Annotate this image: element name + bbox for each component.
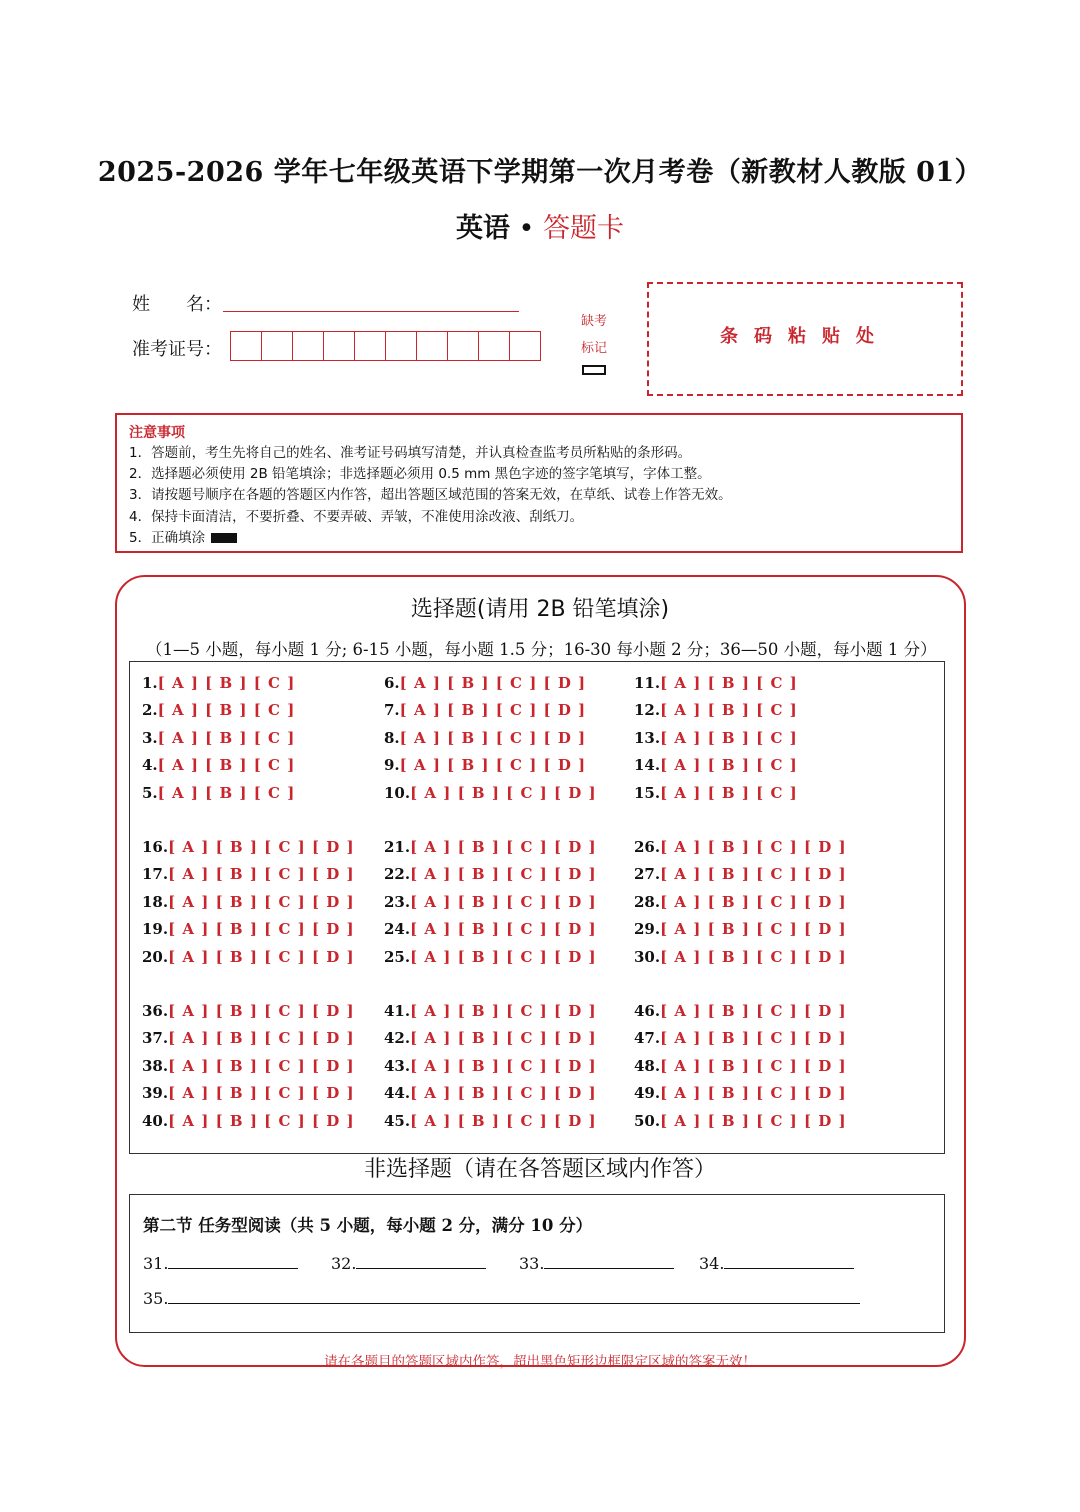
answer-line[interactable]	[544, 1255, 674, 1269]
mc-question-number: 39.	[142, 1084, 169, 1103]
answer-number: 33.	[519, 1254, 545, 1273]
mc-question[interactable]	[384, 892, 597, 912]
mc-question-number: 18.	[142, 892, 169, 911]
mc-question[interactable]	[634, 919, 847, 939]
exam-id-digit-box[interactable]	[262, 332, 293, 360]
exam-id-digit-box[interactable]	[386, 332, 417, 360]
mc-question[interactable]	[384, 1001, 597, 1021]
mc-answer-options[interactable]: [ A ] [ B ] [ C ] [ D ]	[410, 1002, 597, 1020]
mc-question-number: 20.	[142, 947, 169, 966]
mc-answer-options[interactable]: [ A ] [ B ] [ C ]	[660, 674, 798, 692]
mc-question-number: 28.	[634, 892, 661, 911]
mc-question[interactable]	[384, 919, 597, 939]
mc-answer-options[interactable]: [ A ] [ B ] [ C ] [ D ]	[168, 1002, 355, 1020]
mc-answer-options[interactable]: [ A ] [ B ] [ C ] [ D ]	[410, 1029, 597, 1048]
mc-question[interactable]	[384, 673, 586, 693]
mc-answer-options[interactable]: [ A ] [ B ] [ C ] [ D ]	[399, 674, 587, 692]
mc-question[interactable]	[384, 728, 586, 748]
mc-question-number: 8.	[384, 728, 400, 747]
mc-question[interactable]	[634, 892, 847, 912]
mc-question[interactable]	[634, 1056, 847, 1076]
mc-question-number: 17.	[142, 865, 169, 884]
mc-question[interactable]	[142, 1001, 355, 1021]
mc-answer-options[interactable]: [ A ] [ B ] [ C ] [ D ]	[399, 756, 587, 775]
reading-section-title: 第二节 任务型阅读（共 5 小题，每小题 2 分，满分 10 分）	[143, 1216, 593, 1235]
mc-answer-options[interactable]: [ A ] [ B ] [ C ] [ D ]	[660, 1084, 847, 1103]
notice-item: 2．选择题必须使用 2B 铅笔填涂；非选择题必须用 0.5 mm 黑色字迹的签字笔填写，字体工整。	[129, 466, 711, 483]
mc-question[interactable]	[384, 1028, 597, 1048]
exam-id-digit-box[interactable]	[479, 332, 510, 360]
mc-answer-options[interactable]: [ A ] [ B ] [ C ]	[157, 783, 296, 802]
mc-question-number: 47.	[634, 1029, 661, 1048]
mc-question-number: 29.	[634, 920, 661, 939]
name-label: 姓 名：	[132, 294, 222, 315]
mc-question-number: 13.	[634, 728, 661, 747]
mc-question[interactable]	[634, 1001, 847, 1021]
mc-question-number: 46.	[634, 1002, 661, 1020]
mc-question-number: 41.	[384, 1002, 411, 1020]
mc-question-number: 1.	[142, 674, 158, 692]
mc-question-number: 11.	[634, 674, 661, 692]
answer-31[interactable]	[143, 1254, 298, 1273]
mc-question-number: 50.	[634, 1111, 661, 1130]
choice-section-header: 选择题(请用 2B 铅笔填涂)	[410, 597, 670, 622]
answer-32[interactable]	[331, 1254, 486, 1273]
mc-answer-options[interactable]: [ A ] [ B ] [ C ] [ D ]	[410, 892, 597, 911]
mc-answer-options[interactable]: [ A ] [ B ] [ C ]	[660, 728, 798, 747]
mc-answer-options[interactable]: [ A ] [ B ] [ C ] [ D ]	[660, 947, 847, 966]
mc-answer-options[interactable]: [ A ] [ B ] [ C ] [ D ]	[660, 865, 847, 884]
mc-question[interactable]	[634, 783, 798, 803]
mc-question-number: 14.	[634, 756, 661, 775]
answer-number: 34.	[699, 1254, 725, 1273]
answer-line[interactable]	[724, 1255, 854, 1269]
mc-question-number: 26.	[634, 838, 661, 856]
mc-question-number: 27.	[634, 865, 661, 884]
answer-number: 32.	[331, 1254, 357, 1273]
mc-question[interactable]	[634, 864, 847, 884]
mc-question[interactable]	[634, 700, 798, 720]
mc-question[interactable]	[142, 700, 295, 720]
absent-mark-label	[578, 308, 610, 362]
mc-question[interactable]	[142, 728, 295, 748]
answer-line[interactable]	[356, 1255, 486, 1269]
mc-answer-options[interactable]: [ A ] [ B ] [ C ] [ D ]	[168, 892, 355, 911]
mc-answer-options[interactable]: [ A ] [ B ] [ C ]	[660, 701, 798, 720]
mc-answer-options[interactable]: [ A ] [ B ] [ C ] [ D ]	[168, 865, 355, 884]
mc-question[interactable]	[384, 837, 597, 857]
mc-answer-options[interactable]: [ A ] [ B ] [ C ] [ D ]	[410, 1111, 597, 1130]
mc-question-number: 30.	[634, 947, 661, 966]
mc-question-number: 22.	[384, 865, 411, 884]
mc-question[interactable]	[384, 755, 586, 775]
mc-question[interactable]	[634, 1111, 847, 1131]
mc-question[interactable]	[142, 1083, 355, 1103]
mc-question-number: 7.	[384, 701, 400, 720]
barcode-label: 条码粘贴处	[720, 326, 890, 347]
absent-mark-line1: 缺考	[580, 314, 607, 329]
mc-question[interactable]	[142, 919, 355, 939]
mc-question[interactable]	[384, 864, 597, 884]
mc-answer-options[interactable]: [ A ] [ B ] [ C ] [ D ]	[660, 838, 847, 856]
mc-answer-options[interactable]: [ A ] [ B ] [ C ] [ D ]	[168, 947, 355, 966]
mc-question[interactable]	[142, 892, 355, 912]
mc-question-number: 45.	[384, 1111, 411, 1130]
notice-item: 1．答题前，考生先将自己的姓名、准考证号码填写清楚，并认真检查监考员所粘贴的条形码。	[129, 445, 692, 461]
mc-question-number: 19.	[142, 920, 169, 939]
mc-answer-options[interactable]: [ A ] [ B ] [ C ] [ D ]	[168, 838, 355, 856]
notice-item: 3．请按题号顺序在各题的答题区内作答，超出答题区域范围的答案无效，在草纸、试卷上作答无效。	[129, 487, 732, 504]
mc-answer-options[interactable]: [ A ] [ B ] [ C ]	[157, 701, 296, 720]
mc-question-number: 40.	[142, 1111, 169, 1130]
notice-item-fill-example	[129, 528, 949, 549]
mc-question[interactable]	[142, 837, 355, 857]
mc-question-number: 44.	[384, 1084, 411, 1103]
mc-question[interactable]	[384, 1083, 597, 1103]
mc-answer-options[interactable]: [ A ] [ B ] [ C ] [ D ]	[660, 1056, 847, 1075]
mc-question[interactable]	[634, 755, 798, 775]
mc-question[interactable]	[634, 1083, 847, 1103]
notice-box	[115, 413, 963, 553]
mc-answer-options[interactable]: [ A ] [ B ] [ C ] [ D ]	[660, 1029, 847, 1048]
mc-answer-options[interactable]: [ A ] [ B ] [ C ] [ D ]	[660, 1002, 847, 1020]
choice-scoring-note: （1—5 小题，每小题 1 分; 6-15 小题，每小题 1.5 分；16-30 每小题 2 分；36—50 小题，每小题 1 分）	[146, 640, 937, 659]
mc-question-number: 4.	[142, 756, 158, 775]
mc-question-number: 21.	[384, 838, 411, 856]
exam-id-label: 准考证号：	[132, 339, 222, 360]
exam-id-digit-box[interactable]	[510, 332, 540, 360]
mc-question[interactable]	[634, 728, 798, 748]
answer-35[interactable]	[143, 1289, 860, 1308]
name-field[interactable]	[223, 311, 519, 312]
mc-answer-options[interactable]: [ A ] [ B ] [ C ]	[157, 756, 296, 775]
mc-question[interactable]	[384, 783, 597, 803]
mc-question[interactable]	[142, 755, 295, 775]
answer-line[interactable]	[168, 1290, 860, 1304]
mc-question[interactable]	[142, 1028, 355, 1048]
mc-question[interactable]	[142, 673, 295, 693]
exam-id-digit-box[interactable]	[417, 332, 448, 360]
mc-answer-options[interactable]: [ A ] [ B ] [ C ] [ D ]	[410, 783, 597, 802]
mc-question-number: 42.	[384, 1029, 411, 1048]
exam-id-digit-box[interactable]	[355, 332, 386, 360]
mc-question[interactable]	[634, 947, 847, 967]
mc-question[interactable]	[142, 1111, 355, 1131]
answer-number: 31.	[143, 1254, 169, 1273]
mc-question-number: 49.	[634, 1084, 661, 1103]
barcode-area	[647, 282, 963, 396]
mc-question-number: 36.	[142, 1002, 169, 1020]
mc-question[interactable]	[634, 673, 798, 693]
mc-question[interactable]	[142, 864, 355, 884]
subject-label: 英语	[455, 213, 510, 244]
subtitle-separator: •	[518, 213, 535, 244]
mc-question-number: 24.	[384, 920, 411, 939]
mc-question-number: 6.	[384, 674, 400, 692]
mc-question-number: 10.	[384, 783, 411, 802]
mc-answer-options[interactable]: [ A ] [ B ] [ C ] [ D ]	[168, 1084, 355, 1103]
notice-item: 4．保持卡面清洁，不要折叠、不要弄破、弄皱，不准使用涂改液、刮纸刀。	[129, 508, 584, 525]
mc-question-number: 16.	[142, 838, 169, 856]
mc-answer-options[interactable]: [ A ] [ B ] [ C ] [ D ]	[410, 920, 597, 939]
absent-mark-box[interactable]	[582, 365, 606, 375]
mc-question[interactable]	[384, 700, 586, 720]
mc-answer-options[interactable]: [ A ] [ B ] [ C ]	[660, 783, 798, 802]
mc-question[interactable]	[384, 1056, 597, 1076]
mc-question[interactable]	[384, 947, 597, 967]
mc-question-number: 37.	[142, 1029, 169, 1048]
mc-answer-options[interactable]: [ A ] [ B ] [ C ]	[157, 674, 296, 692]
mc-answer-options[interactable]: [ A ] [ B ] [ C ] [ D ]	[410, 1084, 597, 1103]
mc-question[interactable]	[142, 1056, 355, 1076]
mc-question[interactable]	[634, 1028, 847, 1048]
filled-bubble-sample	[211, 533, 237, 543]
answer-33[interactable]	[519, 1254, 674, 1273]
subtitle	[0, 206, 1080, 245]
mc-question-number: 23.	[384, 892, 411, 911]
mc-question[interactable]	[634, 837, 847, 857]
exam-id-digit-box[interactable]	[231, 332, 262, 360]
mc-answer-options[interactable]: [ A ] [ B ] [ C ]	[660, 756, 798, 775]
card-label: 答题卡	[543, 213, 625, 244]
mc-question[interactable]	[142, 947, 355, 967]
mc-question-number: 25.	[384, 947, 411, 966]
answer-number: 35.	[143, 1289, 169, 1308]
mc-question[interactable]	[142, 783, 295, 803]
exam-id-digit-box[interactable]	[293, 332, 324, 360]
mc-answer-options[interactable]: [ A ] [ B ] [ C ] [ D ]	[410, 1056, 597, 1075]
mc-question-number: 48.	[634, 1056, 661, 1075]
mc-answer-options[interactable]: [ A ] [ B ] [ C ] [ D ]	[168, 1029, 355, 1048]
mc-question-number: 2.	[142, 701, 158, 720]
footer-warning: 请在各题目的答题区域内作答，超出黑色矩形边框限定区域的答案无效！	[324, 1354, 756, 1370]
mc-answer-options[interactable]: [ A ] [ B ] [ C ] [ D ]	[410, 838, 597, 856]
mc-question-number: 15.	[634, 783, 661, 802]
exam-id-digit-box[interactable]	[324, 332, 355, 360]
mc-question-number: 3.	[142, 728, 158, 747]
notice-item-text: 5．正确填涂	[129, 529, 206, 546]
mc-answer-options[interactable]: [ A ] [ B ] [ C ] [ D ]	[168, 1111, 355, 1130]
mc-answer-options[interactable]: [ A ] [ B ] [ C ] [ D ]	[399, 701, 587, 720]
answer-line[interactable]	[168, 1255, 298, 1269]
mc-question[interactable]	[384, 1111, 597, 1131]
mc-answer-options[interactable]: [ A ] [ B ] [ C ] [ D ]	[660, 892, 847, 911]
nonchoice-section-header: 非选择题（请在各答题区域内作答）	[363, 1157, 716, 1182]
absent-mark-line2: 标记	[580, 341, 607, 356]
mc-answer-options[interactable]: [ A ] [ B ] [ C ] [ D ]	[399, 728, 587, 747]
mc-answer-options[interactable]: [ A ] [ B ] [ C ] [ D ]	[410, 865, 597, 884]
notice-title: 注意事项	[129, 425, 185, 441]
mc-question-number: 9.	[384, 756, 400, 775]
mc-answer-options[interactable]: [ A ] [ B ] [ C ]	[157, 728, 296, 747]
mc-question-number: 38.	[142, 1056, 169, 1075]
mc-question-number: 43.	[384, 1056, 411, 1075]
exam-title: 2025-2026 学年七年级英语下学期第一次月考卷（新教材人教版 01）	[97, 157, 983, 188]
mc-answer-options[interactable]: [ A ] [ B ] [ C ] [ D ]	[660, 1111, 847, 1130]
mc-answer-options[interactable]: [ A ] [ B ] [ C ] [ D ]	[410, 947, 597, 966]
mc-answer-options[interactable]: [ A ] [ B ] [ C ] [ D ]	[168, 920, 355, 939]
mc-question-number: 5.	[142, 783, 158, 802]
answer-34[interactable]	[699, 1254, 854, 1273]
mc-question-number: 12.	[634, 701, 661, 720]
exam-id-boxes[interactable]	[230, 331, 541, 361]
mc-answer-options[interactable]: [ A ] [ B ] [ C ] [ D ]	[168, 1056, 355, 1075]
mc-answer-options[interactable]: [ A ] [ B ] [ C ] [ D ]	[660, 920, 847, 939]
exam-id-digit-box[interactable]	[448, 332, 479, 360]
